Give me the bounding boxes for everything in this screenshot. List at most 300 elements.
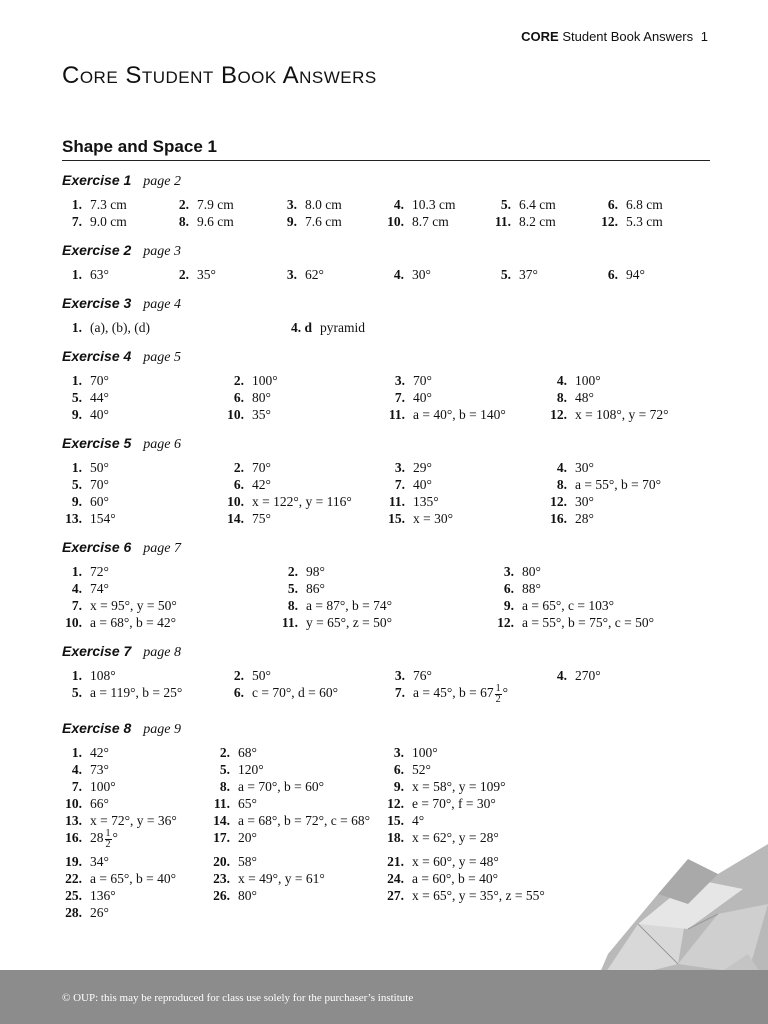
answer-item <box>547 476 710 493</box>
degree-suffix: ° <box>112 830 118 845</box>
exercise-page-ref: page 8 <box>143 645 182 660</box>
question-number: 5. <box>71 390 82 405</box>
question-number: 1. <box>71 373 82 388</box>
answer-item <box>385 667 547 684</box>
answer-text: 70° <box>90 477 109 492</box>
answer-item <box>547 684 710 701</box>
answer-item <box>62 510 224 527</box>
question-number: 5. <box>500 197 511 212</box>
question-number: 4. <box>71 762 82 777</box>
answer-text: 9.0 cm <box>90 214 127 229</box>
answer-item <box>62 812 210 829</box>
question-number: 9. <box>71 407 82 422</box>
answer-item <box>494 563 710 580</box>
answer-text: 70° <box>413 373 432 388</box>
answer-item <box>224 493 385 510</box>
question-number: 8. <box>178 214 189 229</box>
question-number: 4. <box>393 197 404 212</box>
answer-text: 44° <box>90 390 109 405</box>
answer-text: 30° <box>575 460 594 475</box>
answer-text: 6.8 cm <box>626 197 663 212</box>
answer-item <box>384 196 491 213</box>
answer-item <box>384 761 584 778</box>
question-number: 4. <box>556 460 567 475</box>
answer-text: x = 95°, y = 50° <box>90 598 177 613</box>
answer-item <box>598 266 705 283</box>
question-number: 16. <box>550 511 567 526</box>
answer-text: 100° <box>575 373 601 388</box>
exercise-page-ref: page 4 <box>143 297 182 312</box>
answer-item <box>62 563 278 580</box>
answer-item <box>278 580 494 597</box>
answer-text: 94° <box>626 267 645 282</box>
question-number: 10. <box>65 796 82 811</box>
answer-item <box>62 213 169 230</box>
question-number: 12. <box>387 796 404 811</box>
answer-item <box>384 213 491 230</box>
question-number: 5. <box>71 477 82 492</box>
answer-item <box>384 744 584 761</box>
answer-item <box>62 493 224 510</box>
question-number: 28. <box>65 905 82 920</box>
answer-item <box>491 266 598 283</box>
answer-item <box>62 684 224 701</box>
answer-item <box>385 684 547 708</box>
question-number: 3. <box>503 564 514 579</box>
question-number: 13. <box>65 511 82 526</box>
answer-item <box>385 459 547 476</box>
answer-item <box>224 389 385 406</box>
answer-text: 88° <box>522 581 541 596</box>
question-number: 7. <box>71 779 82 794</box>
exercise-heading <box>62 346 710 366</box>
answer-item <box>210 744 384 761</box>
answer-item <box>277 266 384 283</box>
question-number: 3. <box>393 745 404 760</box>
exercise-heading <box>62 170 710 190</box>
fraction: $\frac{1}{2}$ <box>105 828 111 850</box>
question-number: 2. <box>233 668 244 683</box>
answer-text: 50° <box>90 460 109 475</box>
question-number: 7. <box>71 598 82 613</box>
answer-text: a = 45°, b = 67 <box>413 685 494 700</box>
question-number: 6. <box>233 477 244 492</box>
answer-item <box>278 563 494 580</box>
question-number: 6. <box>393 762 404 777</box>
question-number: 12. <box>550 494 567 509</box>
answer-item <box>278 319 494 336</box>
answer-text: 63° <box>90 267 109 282</box>
answer-text: 60° <box>90 494 109 509</box>
question-number: 6. <box>233 685 244 700</box>
header-core: CORE <box>521 29 559 44</box>
answer-item <box>62 761 210 778</box>
answer-text: 73° <box>90 762 109 777</box>
answer-item <box>210 853 384 870</box>
answer-text: 42° <box>252 477 271 492</box>
answer-text: x = 122°, y = 116° <box>252 494 352 509</box>
answer-text: 108° <box>90 668 116 683</box>
answer-text: 35° <box>252 407 271 422</box>
question-number: 6. <box>503 581 514 596</box>
exercise-title: Exercise 8 <box>62 720 132 736</box>
question-number: 1. <box>71 564 82 579</box>
answer-text: a = 68°, b = 72°, c = 68° <box>238 813 371 828</box>
exercise-heading <box>62 537 710 557</box>
answer-text: 76° <box>413 668 432 683</box>
answer-text: 80° <box>252 390 271 405</box>
answer-text: 8.7 cm <box>412 214 449 229</box>
answer-item <box>210 870 384 887</box>
exercise-block <box>62 240 710 283</box>
answer-text: a = 65°, b = 40° <box>90 871 177 886</box>
question-number: 11. <box>388 407 405 422</box>
answer-text: 100° <box>412 745 438 760</box>
answer-item <box>62 266 169 283</box>
answer-item <box>385 372 547 389</box>
question-number: 2. <box>219 745 230 760</box>
answer-item <box>224 510 385 527</box>
answer-text: e = 70°, f = 30° <box>412 796 496 811</box>
answer-text: 100° <box>90 779 116 794</box>
answer-grid <box>62 459 710 527</box>
question-number: 3. <box>394 373 405 388</box>
exercise-block <box>62 170 710 230</box>
question-number: 4. <box>393 267 404 282</box>
answer-text: 100° <box>252 373 278 388</box>
question-number: 6. <box>607 267 618 282</box>
answer-text: 74° <box>90 581 109 596</box>
answer-item <box>547 459 710 476</box>
answer-text: 30° <box>412 267 431 282</box>
answer-text: x = 72°, y = 36° <box>90 813 177 828</box>
answer-text: 65° <box>238 796 257 811</box>
question-number: 18. <box>387 830 404 845</box>
fraction: $\frac{1}{2}$ <box>495 683 501 705</box>
answer-grid <box>62 372 710 423</box>
answer-item <box>491 196 598 213</box>
exercise-block <box>62 293 710 336</box>
answer-text: 28 <box>90 830 104 845</box>
answer-item <box>62 853 210 870</box>
answer-text: a = 55°, b = 70° <box>575 477 662 492</box>
answer-text: 29° <box>413 460 432 475</box>
question-number: 8. <box>556 390 567 405</box>
page-title: Core Student Book Answers <box>62 62 377 89</box>
question-number: 12. <box>550 407 567 422</box>
question-number: 3. <box>286 197 297 212</box>
answer-text: 26° <box>90 905 109 920</box>
answer-item <box>385 476 547 493</box>
answer-text: 136° <box>90 888 116 903</box>
exercise-title: Exercise 5 <box>62 435 132 451</box>
answer-text: 28° <box>575 511 594 526</box>
answer-item <box>210 778 384 795</box>
question-number: 27. <box>387 888 404 903</box>
answer-text: 154° <box>90 511 116 526</box>
answer-text: pyramid <box>320 320 365 335</box>
answer-item <box>62 795 210 812</box>
question-number: 12. <box>497 615 514 630</box>
answer-item <box>385 493 547 510</box>
answer-item <box>494 597 710 614</box>
answer-item <box>169 196 277 213</box>
exercise-heading <box>62 718 710 738</box>
question-number: 9. <box>286 214 297 229</box>
answer-text: (a), (b), (d) <box>90 320 150 335</box>
question-number: 5. <box>71 685 82 700</box>
answer-text: a = 70°, b = 60° <box>238 779 325 794</box>
answer-text: 58° <box>238 854 257 869</box>
answer-text: x = 65°, y = 35°, z = 55° <box>412 888 545 903</box>
answer-text: 70° <box>90 373 109 388</box>
question-number: 7. <box>71 214 82 229</box>
question-number: 9. <box>503 598 514 613</box>
question-number: 11. <box>494 214 511 229</box>
answer-item <box>491 213 598 230</box>
question-number: 24. <box>387 871 404 886</box>
question-number: 15. <box>388 511 405 526</box>
question-number: 1. <box>71 745 82 760</box>
answer-text: 86° <box>306 581 325 596</box>
question-number: 3. <box>286 267 297 282</box>
answer-item <box>224 459 385 476</box>
answer-item <box>384 778 584 795</box>
answer-item <box>547 389 710 406</box>
question-number: 12. <box>601 214 618 229</box>
answer-item <box>547 667 710 684</box>
answer-item <box>62 389 224 406</box>
answer-text: x = 62°, y = 28° <box>412 830 499 845</box>
answer-item <box>62 196 169 213</box>
answer-text: 50° <box>252 668 271 683</box>
question-number: 10. <box>387 214 404 229</box>
answer-item <box>494 580 710 597</box>
exercise-block <box>62 433 710 527</box>
question-number: 2. <box>287 564 298 579</box>
answer-item <box>385 406 547 423</box>
answer-grid <box>62 266 710 283</box>
question-number: 3. <box>394 460 405 475</box>
question-number: 10. <box>227 407 244 422</box>
answer-item <box>62 319 278 336</box>
answer-item <box>62 372 224 389</box>
answer-text: 72° <box>90 564 109 579</box>
answer-grid <box>62 196 710 230</box>
answer-item <box>277 196 384 213</box>
answer-item <box>62 476 224 493</box>
question-number: 2. <box>233 460 244 475</box>
answer-item <box>224 406 385 423</box>
answer-item <box>210 761 384 778</box>
answer-text: a = 68°, b = 42° <box>90 615 177 630</box>
answer-text: 120° <box>238 762 264 777</box>
answer-item <box>169 213 277 230</box>
answer-item <box>277 213 384 230</box>
answer-item <box>224 476 385 493</box>
answer-text: 7.9 cm <box>197 197 234 212</box>
answer-text: a = 40°, b = 140° <box>413 407 506 422</box>
question-number: 20. <box>213 854 230 869</box>
question-number: 6. <box>233 390 244 405</box>
question-number: 7. <box>394 477 405 492</box>
exercise-block <box>62 346 710 423</box>
answer-text: a = 87°, b = 74° <box>306 598 393 613</box>
question-number: 13. <box>65 813 82 828</box>
question-number: 1. <box>71 267 82 282</box>
exercise-page-ref: page 2 <box>143 174 182 189</box>
answer-text: 35° <box>197 267 216 282</box>
answer-item <box>210 829 384 846</box>
answer-item <box>598 196 705 213</box>
answer-text: 75° <box>252 511 271 526</box>
answer-item <box>384 266 491 283</box>
answer-text: 68° <box>238 745 257 760</box>
answer-text: 37° <box>519 267 538 282</box>
answer-item <box>494 614 710 631</box>
answer-text: 34° <box>90 854 109 869</box>
question-number: 19. <box>65 854 82 869</box>
answer-text: a = 55°, b = 75°, c = 50° <box>522 615 655 630</box>
exercise-heading <box>62 433 710 453</box>
answer-item <box>62 667 224 684</box>
answer-text: x = 60°, y = 48° <box>412 854 499 869</box>
answer-text: 8.2 cm <box>519 214 556 229</box>
answer-text: x = 108°, y = 72° <box>575 407 669 422</box>
question-number: 8. <box>219 779 230 794</box>
answer-item <box>598 213 705 230</box>
answer-text: 7.3 cm <box>90 197 127 212</box>
question-number: 11. <box>213 796 230 811</box>
answer-text: x = 58°, y = 109° <box>412 779 506 794</box>
answer-text: 6.4 cm <box>519 197 556 212</box>
answer-item <box>224 372 385 389</box>
question-number: 1. <box>71 320 82 335</box>
answer-item <box>278 614 494 631</box>
answer-text: a = 65°, c = 103° <box>522 598 615 613</box>
question-number: 4. <box>556 373 567 388</box>
exercise-title: Exercise 4 <box>62 348 132 364</box>
question-number: 1. <box>71 460 82 475</box>
answer-item <box>62 614 278 631</box>
answer-item <box>62 580 278 597</box>
answer-text: 80° <box>522 564 541 579</box>
answer-item <box>210 887 384 904</box>
question-number: 10. <box>227 494 244 509</box>
answer-grid <box>62 667 710 708</box>
answer-text: 5.3 cm <box>626 214 663 229</box>
question-number: 4. <box>556 668 567 683</box>
question-number: 4. d <box>290 320 312 335</box>
answer-grid <box>62 319 710 336</box>
answer-text: 30° <box>575 494 594 509</box>
exercise-page-ref: page 6 <box>143 437 182 452</box>
question-number: 1. <box>71 668 82 683</box>
question-number: 11. <box>281 615 298 630</box>
exercise-block <box>62 641 710 708</box>
question-number: 5. <box>500 267 511 282</box>
answer-item <box>224 684 385 701</box>
question-number: 10. <box>65 615 82 630</box>
question-number: 14. <box>227 511 244 526</box>
answer-item <box>385 510 547 527</box>
answer-text: x = 30° <box>413 511 454 526</box>
answer-item <box>210 812 384 829</box>
question-number: 1. <box>71 197 82 212</box>
answer-text: 48° <box>575 390 594 405</box>
answer-text: 80° <box>238 888 257 903</box>
answer-item <box>62 904 210 921</box>
question-number: 21. <box>387 854 404 869</box>
question-number: 5. <box>287 581 298 596</box>
answer-text: 40° <box>413 477 432 492</box>
answer-text: x = 49°, y = 61° <box>238 871 325 886</box>
answer-text: 9.6 cm <box>197 214 234 229</box>
answer-text: 42° <box>90 745 109 760</box>
exercise-page-ref: page 5 <box>143 350 182 365</box>
exercise-page-ref: page 7 <box>143 541 182 556</box>
answer-text: 135° <box>413 494 439 509</box>
question-number: 14. <box>213 813 230 828</box>
answer-item <box>210 795 384 812</box>
answer-text: 7.6 cm <box>305 214 342 229</box>
degree-suffix: ° <box>502 685 509 700</box>
question-number: 17. <box>213 830 230 845</box>
header-text: Student Book Answers <box>562 29 694 44</box>
answer-text: y = 65°, z = 50° <box>306 615 393 630</box>
answer-text: c = 70°, d = 60° <box>252 685 339 700</box>
answer-text: 40° <box>90 407 109 422</box>
question-number: 9. <box>71 494 82 509</box>
question-number: 7. <box>394 390 405 405</box>
question-number: 9. <box>393 779 404 794</box>
exercise-heading <box>62 240 710 260</box>
question-number: 15. <box>387 813 404 828</box>
answer-item <box>62 778 210 795</box>
answer-text: 20° <box>238 830 257 845</box>
answer-text: 10.3 cm <box>412 197 456 212</box>
answer-item <box>547 372 710 389</box>
exercise-heading <box>62 641 710 661</box>
answer-text: 270° <box>575 668 601 683</box>
answer-item <box>278 597 494 614</box>
answer-text: 66° <box>90 796 109 811</box>
question-number: 26. <box>213 888 230 903</box>
answer-item <box>547 510 710 527</box>
answer-item <box>547 493 710 510</box>
answer-text: 8.0 cm <box>305 197 342 212</box>
running-header <box>521 29 708 44</box>
exercise-heading <box>62 293 710 313</box>
question-number: 5. <box>219 762 230 777</box>
exercise-title: Exercise 7 <box>62 643 132 659</box>
question-number: 11. <box>388 494 405 509</box>
question-number: 6. <box>607 197 618 212</box>
exercise-title: Exercise 3 <box>62 295 132 311</box>
question-number: 22. <box>65 871 82 886</box>
exercise-page-ref: page 3 <box>143 244 182 259</box>
answer-item <box>62 887 210 904</box>
answer-item <box>62 597 278 614</box>
question-number: 2. <box>178 267 189 282</box>
answer-text: 40° <box>413 390 432 405</box>
answer-text: a = 60°, b = 40° <box>412 871 499 886</box>
answer-text: 52° <box>412 762 431 777</box>
header-page-number: 1 <box>700 29 708 44</box>
answer-item <box>384 812 584 829</box>
copyright-notice: © OUP: this may be reproduced for class use solely for the purchaser’s institute <box>62 992 414 1004</box>
question-number: 3. <box>394 668 405 683</box>
